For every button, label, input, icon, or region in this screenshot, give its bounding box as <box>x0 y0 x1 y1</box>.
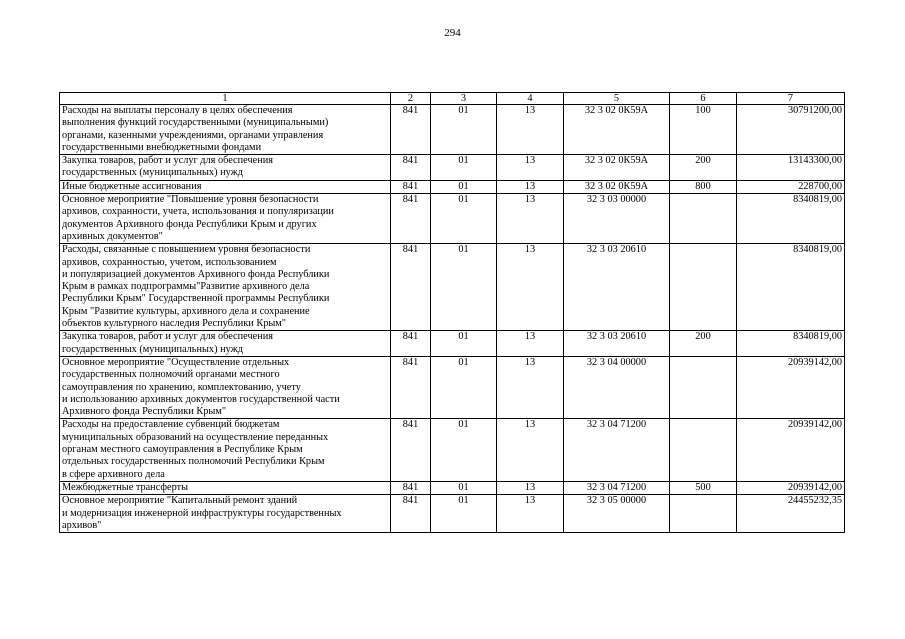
ministry-code: 841 <box>391 244 431 331</box>
section-code: 01 <box>431 481 497 494</box>
header-row <box>60 93 845 105</box>
expense-type-code: 800 <box>670 180 737 193</box>
expense-type-code: 200 <box>670 155 737 181</box>
subsection-code: 13 <box>497 495 564 533</box>
ministry-code: 841 <box>391 331 431 357</box>
subsection-code: 13 <box>497 356 564 418</box>
subsection-code: 13 <box>497 331 564 357</box>
budget-table <box>59 92 845 533</box>
ministry-code: 841 <box>391 419 431 481</box>
target-item-code: 32 3 04 71200 <box>564 481 670 494</box>
subsection-code: 13 <box>497 180 564 193</box>
section-code: 01 <box>431 105 497 155</box>
ministry-code: 841 <box>391 356 431 418</box>
amount: 30791200,00 <box>737 105 845 155</box>
subsection-code: 13 <box>497 105 564 155</box>
table-row <box>60 180 845 193</box>
table-row <box>60 481 845 494</box>
column-header: 1 <box>60 93 391 105</box>
section-code: 01 <box>431 331 497 357</box>
amount: 20939142,00 <box>737 356 845 418</box>
expense-type-code: 500 <box>670 481 737 494</box>
table-row <box>60 495 845 533</box>
table-row <box>60 356 845 418</box>
section-code: 01 <box>431 356 497 418</box>
table-row <box>60 105 845 155</box>
expense-type-code: 200 <box>670 331 737 357</box>
expense-name: Межбюджетные трансферты <box>60 481 391 494</box>
amount: 8340819,00 <box>737 331 845 357</box>
amount: 20939142,00 <box>737 481 845 494</box>
target-item-code: 32 3 03 00000 <box>564 194 670 244</box>
section-code: 01 <box>431 419 497 481</box>
target-item-code: 32 3 04 00000 <box>564 356 670 418</box>
column-header: 4 <box>497 93 564 105</box>
section-code: 01 <box>431 495 497 533</box>
target-item-code: 32 3 02 0К59А <box>564 180 670 193</box>
expense-name: Расходы на выплаты персоналу в целях обеспечения выполнения функций государственными (муниципальными) органами, казенными учреждениями, органами управления государственными внебюджетными фондами <box>60 105 391 155</box>
expense-name: Иные бюджетные ассигнования <box>60 180 391 193</box>
target-item-code: 32 3 04 71200 <box>564 419 670 481</box>
column-header: 5 <box>564 93 670 105</box>
amount: 228700,00 <box>737 180 845 193</box>
column-header: 2 <box>391 93 431 105</box>
expense-type-code <box>670 244 737 331</box>
expense-name: Закупка товаров, работ и услуг для обеспечения государственных (муниципальных) нужд <box>60 331 391 357</box>
subsection-code: 13 <box>497 155 564 181</box>
ministry-code: 841 <box>391 155 431 181</box>
target-item-code: 32 3 03 20610 <box>564 331 670 357</box>
table-row <box>60 194 845 244</box>
expense-name: Расходы, связанные с повышением уровня безопасности архивов, сохранностью, учетом, использованием и популяризацией документов Архивного фонда Республики Крым в рамках подпрограммы"Развитие архивного дела Республики Крым" Государственной программы Республики Крым "Развитие культуры, архивного дела и сохранение объектов культурного наследия Республики Крым" <box>60 244 391 331</box>
table-row <box>60 244 845 331</box>
section-code: 01 <box>431 194 497 244</box>
section-code: 01 <box>431 155 497 181</box>
target-item-code: 32 3 05 00000 <box>564 495 670 533</box>
table-row <box>60 419 845 481</box>
amount: 8340819,00 <box>737 244 845 331</box>
section-code: 01 <box>431 180 497 193</box>
amount: 20939142,00 <box>737 419 845 481</box>
expense-name: Основное мероприятие "Повышение уровня безопасности архивов, сохранности, учета, использования и популяризации документов Архивного фонда Республики Крым и других архивных документов" <box>60 194 391 244</box>
target-item-code: 32 3 02 0К59А <box>564 155 670 181</box>
amount: 8340819,00 <box>737 194 845 244</box>
target-item-code: 32 3 03 20610 <box>564 244 670 331</box>
amount: 13143300,00 <box>737 155 845 181</box>
target-item-code: 32 3 02 0К59А <box>564 105 670 155</box>
section-code: 01 <box>431 244 497 331</box>
table-row <box>60 155 845 181</box>
ministry-code: 841 <box>391 481 431 494</box>
amount: 24455232,35 <box>737 495 845 533</box>
expense-name: Расходы на предоставление субвенций бюджетам муниципальных образований на осуществление переданных органам местного самоуправления в Республике Крым отдельных государственных полномочий Республики Крым в сфере архивного дела <box>60 419 391 481</box>
expense-name: Основное мероприятие "Осуществление отдельных государственных полномочий органами местного самоуправления по хранению, комплектованию, учету и использованию архивных документов государственной части Архивного фонда Республики Крым" <box>60 356 391 418</box>
expense-type-code <box>670 419 737 481</box>
expense-type-code: 100 <box>670 105 737 155</box>
page-number: 294 <box>444 27 461 39</box>
column-header: 6 <box>670 93 737 105</box>
expense-type-code <box>670 194 737 244</box>
expense-name: Основное мероприятие "Капитальный ремонт зданий и модернизация инженерной инфраструктуры государственных архивов" <box>60 495 391 533</box>
table-row <box>60 331 845 357</box>
subsection-code: 13 <box>497 481 564 494</box>
ministry-code: 841 <box>391 495 431 533</box>
column-header: 3 <box>431 93 497 105</box>
ministry-code: 841 <box>391 180 431 193</box>
expense-type-code <box>670 495 737 533</box>
subsection-code: 13 <box>497 194 564 244</box>
ministry-code: 841 <box>391 194 431 244</box>
subsection-code: 13 <box>497 419 564 481</box>
expense-name: Закупка товаров, работ и услуг для обеспечения государственных (муниципальных) нужд <box>60 155 391 181</box>
ministry-code: 841 <box>391 105 431 155</box>
subsection-code: 13 <box>497 244 564 331</box>
expense-type-code <box>670 356 737 418</box>
column-header: 7 <box>737 93 845 105</box>
